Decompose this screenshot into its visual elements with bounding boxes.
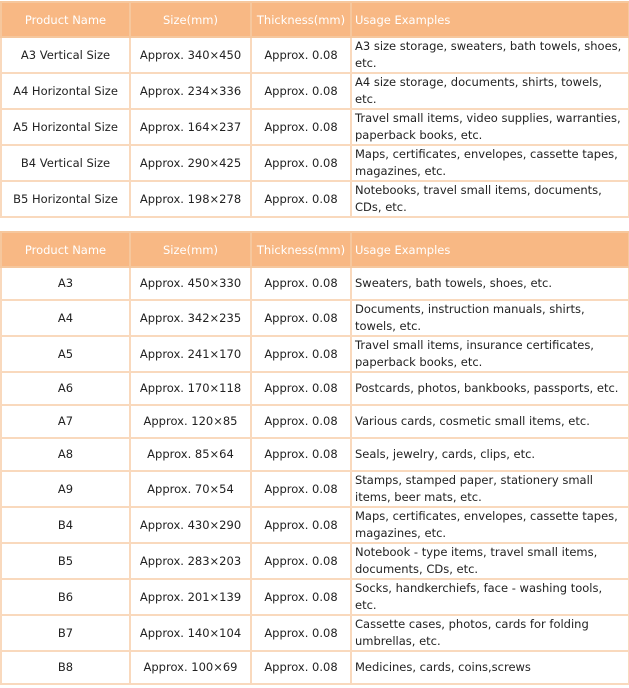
thickness-cell: Approx. 0.08 xyxy=(251,543,351,579)
usage-cell: Stamps, stamped paper, stationery small items, beer mats, etc. xyxy=(351,471,629,507)
thickness-cell: Approx. 0.08 xyxy=(251,372,351,405)
usage-cell: Travel small items, video supplies, warranties, paperback books, etc. xyxy=(351,109,629,145)
usage-cell: A3 size storage, sweaters, bath towels, shoes, etc. xyxy=(351,37,629,73)
table-row xyxy=(1,145,629,181)
product-name-cell: B7 xyxy=(1,615,130,651)
header-thickness: Thickness(mm) xyxy=(251,232,351,267)
product-name-cell: B4 Vertical Size xyxy=(1,145,130,181)
size-table-1 xyxy=(0,1,629,218)
size-cell: Approx. 85×64 xyxy=(130,438,251,471)
usage-cell: Notebooks, travel small items, documents, CDs, etc. xyxy=(351,181,629,217)
thickness-cell: Approx. 0.08 xyxy=(251,438,351,471)
usage-cell: Documents, instruction manuals, shirts, towels, etc. xyxy=(351,300,629,336)
header-usage: Usage Examples xyxy=(351,232,629,267)
product-name-cell: A4 xyxy=(1,300,130,336)
size-cell: Approx. 241×170 xyxy=(130,336,251,372)
product-name-cell: A6 xyxy=(1,372,130,405)
table-row xyxy=(1,405,629,438)
size-cell: Approx. 140×104 xyxy=(130,615,251,651)
usage-cell: Maps, certificates, envelopes, cassette tapes, magazines, etc. xyxy=(351,145,629,181)
thickness-cell: Approx. 0.08 xyxy=(251,145,351,181)
product-name-cell: B8 xyxy=(1,651,130,684)
usage-cell: Various cards, cosmetic small items, etc. xyxy=(351,405,629,438)
thickness-cell: Approx. 0.08 xyxy=(251,109,351,145)
table-row xyxy=(1,336,629,372)
usage-cell: A4 size storage, documents, shirts, towels, etc. xyxy=(351,73,629,109)
table-row xyxy=(1,651,629,684)
size-table-2 xyxy=(0,231,629,685)
product-name-cell: A5 xyxy=(1,336,130,372)
header-row xyxy=(1,2,629,37)
header-size: Size(mm) xyxy=(130,232,251,267)
size-cell: Approx. 201×139 xyxy=(130,579,251,615)
size-cell: Approx. 283×203 xyxy=(130,543,251,579)
usage-cell: Medicines, cards, coins,screws xyxy=(351,651,629,684)
product-name-cell: A5 Horizontal Size xyxy=(1,109,130,145)
size-cell: Approx. 290×425 xyxy=(130,145,251,181)
size-cell: Approx. 430×290 xyxy=(130,507,251,543)
thickness-cell: Approx. 0.08 xyxy=(251,73,351,109)
product-name-cell: B5 xyxy=(1,543,130,579)
thickness-cell: Approx. 0.08 xyxy=(251,267,351,300)
usage-cell: Postcards, photos, bankbooks, passports, etc. xyxy=(351,372,629,405)
size-cell: Approx. 234×336 xyxy=(130,73,251,109)
usage-cell: Socks, handkerchiefs, face - washing tools, etc. xyxy=(351,579,629,615)
header-size: Size(mm) xyxy=(130,2,251,37)
thickness-cell: Approx. 0.08 xyxy=(251,507,351,543)
product-name-cell: A8 xyxy=(1,438,130,471)
product-name-cell: A4 Horizontal Size xyxy=(1,73,130,109)
usage-cell: Notebook - type items, travel small items, documents, CDs, etc. xyxy=(351,543,629,579)
table-row xyxy=(1,181,629,217)
size-cell: Approx. 170×118 xyxy=(130,372,251,405)
thickness-cell: Approx. 0.08 xyxy=(251,615,351,651)
size-cell: Approx. 340×450 xyxy=(130,37,251,73)
size-cell: Approx. 342×235 xyxy=(130,300,251,336)
size-cell: Approx. 120×85 xyxy=(130,405,251,438)
product-name-cell: A3 Vertical Size xyxy=(1,37,130,73)
table-row xyxy=(1,471,629,507)
thickness-cell: Approx. 0.08 xyxy=(251,37,351,73)
thickness-cell: Approx. 0.08 xyxy=(251,579,351,615)
table-row xyxy=(1,615,629,651)
usage-cell: Seals, jewelry, cards, clips, etc. xyxy=(351,438,629,471)
product-name-cell: A9 xyxy=(1,471,130,507)
header-product-name: Product Name xyxy=(1,232,130,267)
table-row xyxy=(1,267,629,300)
usage-cell: Travel small items, insurance certificates, paperback books, etc. xyxy=(351,336,629,372)
size-cell: Approx. 198×278 xyxy=(130,181,251,217)
size-cell: Approx. 450×330 xyxy=(130,267,251,300)
product-name-cell: A7 xyxy=(1,405,130,438)
table-row xyxy=(1,37,629,73)
table-row xyxy=(1,579,629,615)
thickness-cell: Approx. 0.08 xyxy=(251,181,351,217)
size-cell: Approx. 100×69 xyxy=(130,651,251,684)
thickness-cell: Approx. 0.08 xyxy=(251,336,351,372)
table-row xyxy=(1,372,629,405)
table-row xyxy=(1,507,629,543)
usage-cell: Cassette cases, photos, cards for folding umbrellas, etc. xyxy=(351,615,629,651)
usage-cell: Sweaters, bath towels, shoes, etc. xyxy=(351,267,629,300)
table-row xyxy=(1,300,629,336)
product-name-cell: B4 xyxy=(1,507,130,543)
thickness-cell: Approx. 0.08 xyxy=(251,651,351,684)
header-product-name: Product Name xyxy=(1,2,130,37)
table-row xyxy=(1,73,629,109)
product-name-cell: B5 Horizontal Size xyxy=(1,181,130,217)
thickness-cell: Approx. 0.08 xyxy=(251,405,351,438)
size-cell: Approx. 164×237 xyxy=(130,109,251,145)
table-row xyxy=(1,543,629,579)
thickness-cell: Approx. 0.08 xyxy=(251,471,351,507)
header-thickness: Thickness(mm) xyxy=(251,2,351,37)
table-row xyxy=(1,109,629,145)
usage-cell: Maps, certificates, envelopes, cassette tapes, magazines, etc. xyxy=(351,507,629,543)
size-cell: Approx. 70×54 xyxy=(130,471,251,507)
product-name-cell: B6 xyxy=(1,579,130,615)
header-row xyxy=(1,232,629,267)
table-row xyxy=(1,438,629,471)
thickness-cell: Approx. 0.08 xyxy=(251,300,351,336)
header-usage: Usage Examples xyxy=(351,2,629,37)
product-name-cell: A3 xyxy=(1,267,130,300)
